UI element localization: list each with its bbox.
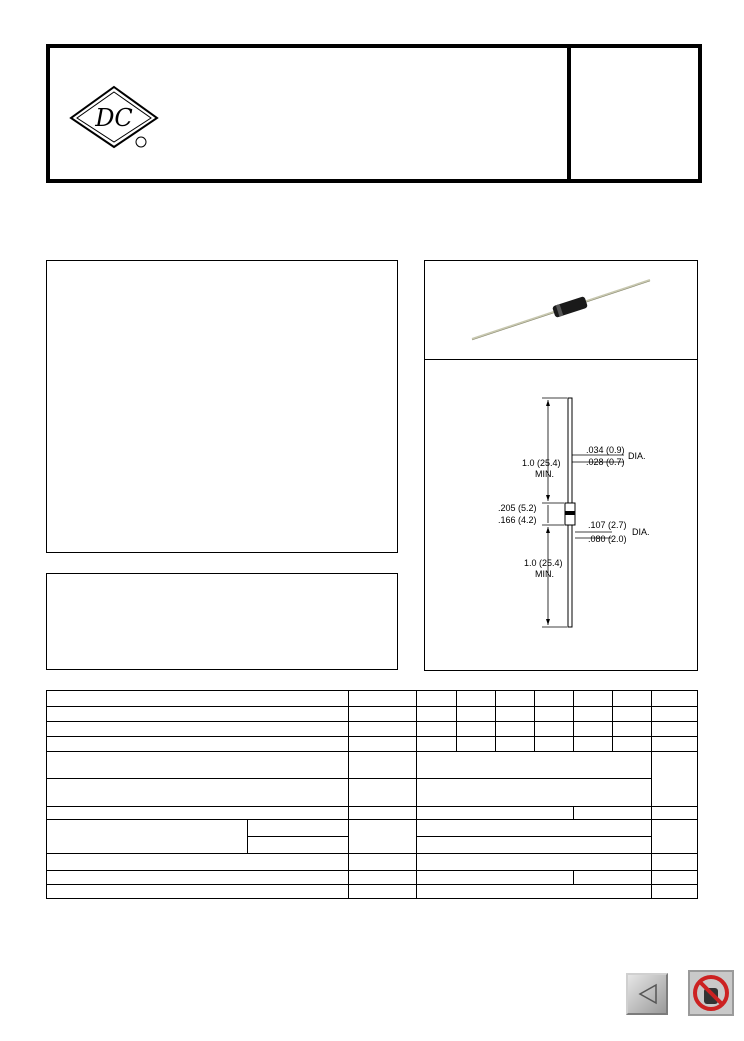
- stop-button[interactable]: [688, 970, 734, 1016]
- body-dia-max: .107 (2.7): [588, 520, 627, 530]
- table-row: [47, 885, 698, 899]
- table-row: [47, 854, 698, 871]
- body-length-max: .205 (5.2): [498, 503, 537, 513]
- lead-length-top: 1.0 (25.4): [522, 458, 561, 468]
- body-dia-suffix: DIA.: [632, 527, 650, 537]
- diode-photo: [460, 272, 660, 348]
- features-panel: [46, 260, 398, 553]
- header-divider: [567, 44, 571, 179]
- table-row: [47, 752, 698, 779]
- table-row: [47, 707, 698, 722]
- company-logo: [68, 84, 160, 155]
- table-row: [47, 807, 698, 820]
- body-dia-min: .080 (2.0): [588, 534, 627, 544]
- lead-length-bottom: 1.0 (25.4): [524, 558, 563, 568]
- table-row: [47, 722, 698, 737]
- lead-dia-max: .034 (0.9): [586, 445, 625, 455]
- lead-dia-suffix: DIA.: [628, 451, 646, 461]
- ratings-table: [46, 690, 698, 899]
- logo-text: DC: [95, 104, 133, 132]
- back-arrow-icon: [628, 975, 666, 1013]
- lead-dia-min: .028 (0.7): [586, 457, 625, 467]
- outline-drawing: [424, 360, 698, 670]
- back-button[interactable]: [626, 973, 668, 1015]
- table-row: [47, 871, 698, 885]
- lead-length-bottom-suffix: MIN.: [535, 569, 554, 579]
- stop-sign-icon: [688, 970, 734, 1016]
- lead-length-top-suffix: MIN.: [535, 469, 554, 479]
- table-row: [47, 737, 698, 752]
- body-length-min: .166 (4.2): [498, 515, 537, 525]
- table-row: [47, 779, 698, 807]
- table-row: [47, 691, 698, 707]
- table-row: [47, 820, 698, 837]
- mechanical-data-panel: [46, 573, 398, 670]
